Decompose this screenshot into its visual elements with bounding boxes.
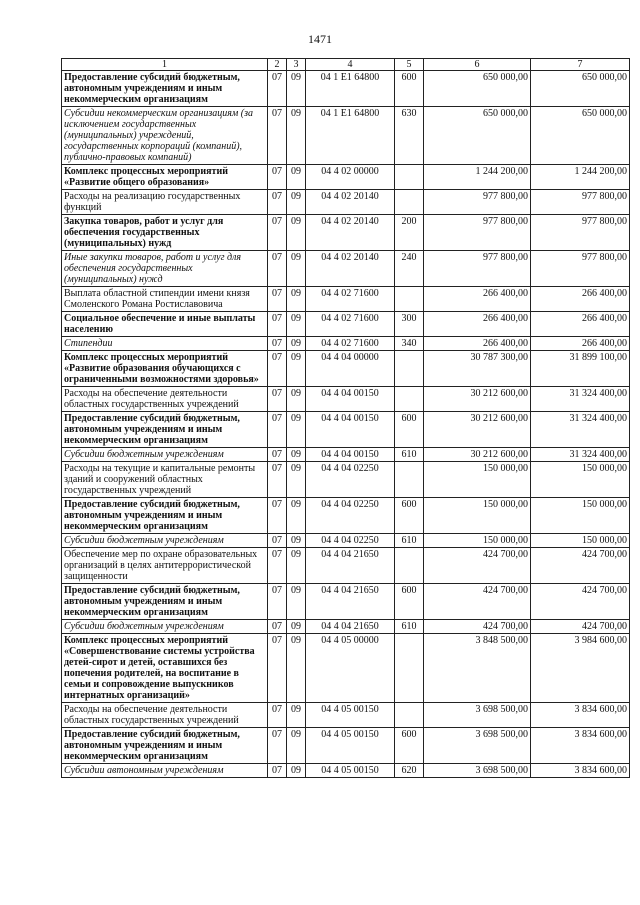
subsection-code-cell: 09	[287, 498, 306, 534]
row-name-cell: Комплекс процессных мероприятий «Развитие общего образования»	[62, 165, 268, 190]
row-name-cell: Предоставление субсидий бюджетным, автономным учреждениям и иным некоммерческим организациям	[62, 412, 268, 448]
target-article-cell: 04 4 05 00150	[306, 764, 395, 778]
table-row	[62, 351, 630, 387]
expense-type-cell: 340	[395, 337, 424, 351]
section-code-cell: 07	[268, 728, 287, 764]
amount-year2-cell: 977 800,00	[531, 251, 630, 287]
target-article-cell: 04 1 E1 64800	[306, 107, 395, 165]
expense-type-cell	[395, 634, 424, 703]
subsection-code-cell: 09	[287, 107, 306, 165]
row-name-cell: Субсидии некоммерческим организациям (за исключением государственных (муниципальных) учреждений, государственных корпораций (компаний), публично-правовых компаний)	[62, 107, 268, 165]
amount-year2-cell: 31 324 400,00	[531, 448, 630, 462]
table-row	[62, 462, 630, 498]
subsection-code-cell: 09	[287, 620, 306, 634]
amount-year1-cell: 150 000,00	[424, 498, 531, 534]
section-code-cell: 07	[268, 534, 287, 548]
header-cell: 7	[531, 59, 630, 71]
table-row	[62, 337, 630, 351]
amount-year2-cell: 266 400,00	[531, 287, 630, 312]
amount-year2-cell: 650 000,00	[531, 71, 630, 107]
target-article-cell: 04 4 04 00000	[306, 351, 395, 387]
subsection-code-cell: 09	[287, 165, 306, 190]
row-name-cell: Комплекс процессных мероприятий «Развитие образования обучающихся с ограниченными возможностями здоровья»	[62, 351, 268, 387]
amount-year2-cell: 150 000,00	[531, 498, 630, 534]
amount-year1-cell: 3 698 500,00	[424, 703, 531, 728]
amount-year1-cell: 650 000,00	[424, 107, 531, 165]
amount-year2-cell: 31 324 400,00	[531, 412, 630, 448]
amount-year1-cell: 3 698 500,00	[424, 728, 531, 764]
expense-type-cell: 300	[395, 312, 424, 337]
subsection-code-cell: 09	[287, 190, 306, 215]
row-name-cell: Расходы на реализацию государственных функций	[62, 190, 268, 215]
expense-type-cell	[395, 190, 424, 215]
amount-year2-cell: 31 324 400,00	[531, 387, 630, 412]
target-article-cell: 04 4 04 21650	[306, 584, 395, 620]
expense-type-cell	[395, 548, 424, 584]
section-code-cell: 07	[268, 71, 287, 107]
table-row	[62, 548, 630, 584]
expense-type-cell	[395, 703, 424, 728]
section-code-cell: 07	[268, 703, 287, 728]
row-name-cell: Выплата областной стипендии имени князя Смоленского Романа Ростиславовича	[62, 287, 268, 312]
row-name-cell: Закупка товаров, работ и услуг для обеспечения государственных (муниципальных) нужд	[62, 215, 268, 251]
row-name-cell: Социальное обеспечение и иные выплаты населению	[62, 312, 268, 337]
expense-type-cell	[395, 351, 424, 387]
target-article-cell: 04 4 04 02250	[306, 498, 395, 534]
subsection-code-cell: 09	[287, 337, 306, 351]
amount-year1-cell: 650 000,00	[424, 71, 531, 107]
header-cell: 2	[268, 59, 287, 71]
expense-type-cell	[395, 287, 424, 312]
amount-year2-cell: 650 000,00	[531, 107, 630, 165]
amount-year1-cell: 424 700,00	[424, 620, 531, 634]
section-code-cell: 07	[268, 337, 287, 351]
table-row	[62, 251, 630, 287]
target-article-cell: 04 4 04 21650	[306, 620, 395, 634]
amount-year2-cell: 3 984 600,00	[531, 634, 630, 703]
section-code-cell: 07	[268, 584, 287, 620]
row-name-cell: Субсидии бюджетным учреждениям	[62, 448, 268, 462]
section-code-cell: 07	[268, 448, 287, 462]
target-article-cell: 04 4 04 00150	[306, 448, 395, 462]
target-article-cell: 04 4 04 02250	[306, 534, 395, 548]
amount-year1-cell: 30 212 600,00	[424, 448, 531, 462]
amount-year1-cell: 30 212 600,00	[424, 387, 531, 412]
page-number: 1471	[308, 32, 332, 46]
table-row	[62, 412, 630, 448]
expense-type-cell: 200	[395, 215, 424, 251]
expense-type-cell: 620	[395, 764, 424, 778]
subsection-code-cell: 09	[287, 634, 306, 703]
header-cell: 1	[62, 59, 268, 71]
subsection-code-cell: 09	[287, 703, 306, 728]
amount-year1-cell: 977 800,00	[424, 251, 531, 287]
table-row	[62, 534, 630, 548]
subsection-code-cell: 09	[287, 71, 306, 107]
section-code-cell: 07	[268, 251, 287, 287]
amount-year1-cell: 3 698 500,00	[424, 764, 531, 778]
amount-year2-cell: 266 400,00	[531, 337, 630, 351]
row-name-cell: Предоставление субсидий бюджетным, автономным учреждениям и иным некоммерческим организациям	[62, 728, 268, 764]
subsection-code-cell: 09	[287, 412, 306, 448]
section-code-cell: 07	[268, 412, 287, 448]
amount-year1-cell: 30 212 600,00	[424, 412, 531, 448]
subsection-code-cell: 09	[287, 215, 306, 251]
table-row	[62, 387, 630, 412]
table-row	[62, 287, 630, 312]
subsection-code-cell: 09	[287, 534, 306, 548]
table-row	[62, 764, 630, 778]
expense-type-cell: 610	[395, 448, 424, 462]
expense-type-cell: 240	[395, 251, 424, 287]
target-article-cell: 04 4 02 71600	[306, 287, 395, 312]
table-row	[62, 215, 630, 251]
table-row	[62, 634, 630, 703]
target-article-cell: 04 4 02 71600	[306, 337, 395, 351]
expense-type-cell	[395, 462, 424, 498]
section-code-cell: 07	[268, 387, 287, 412]
target-article-cell: 04 4 02 20140	[306, 215, 395, 251]
row-name-cell: Иные закупки товаров, работ и услуг для обеспечения государственных (муниципальных) нужд	[62, 251, 268, 287]
header-cell: 6	[424, 59, 531, 71]
subsection-code-cell: 09	[287, 287, 306, 312]
section-code-cell: 07	[268, 165, 287, 190]
row-name-cell: Субсидии бюджетным учреждениям	[62, 534, 268, 548]
table-row	[62, 703, 630, 728]
expense-type-cell: 600	[395, 584, 424, 620]
amount-year1-cell: 266 400,00	[424, 312, 531, 337]
target-article-cell: 04 4 02 71600	[306, 312, 395, 337]
expense-type-cell: 610	[395, 534, 424, 548]
table-row	[62, 584, 630, 620]
amount-year2-cell: 3 834 600,00	[531, 703, 630, 728]
section-code-cell: 07	[268, 620, 287, 634]
subsection-code-cell: 09	[287, 728, 306, 764]
budget-table	[61, 58, 630, 778]
amount-year2-cell: 3 834 600,00	[531, 764, 630, 778]
target-article-cell: 04 4 05 00150	[306, 703, 395, 728]
table-row	[62, 165, 630, 190]
amount-year2-cell: 424 700,00	[531, 548, 630, 584]
section-code-cell: 07	[268, 351, 287, 387]
table-row	[62, 620, 630, 634]
amount-year1-cell: 266 400,00	[424, 287, 531, 312]
expense-type-cell: 600	[395, 728, 424, 764]
row-name-cell: Расходы на обеспечение деятельности областных государственных учреждений	[62, 387, 268, 412]
row-name-cell: Субсидии автономным учреждениям	[62, 764, 268, 778]
row-name-cell: Предоставление субсидий бюджетным, автономным учреждениям и иным некоммерческим организациям	[62, 498, 268, 534]
amount-year1-cell: 3 848 500,00	[424, 634, 531, 703]
subsection-code-cell: 09	[287, 462, 306, 498]
row-name-cell: Расходы на текущие и капитальные ремонты зданий и сооружений областных государственных учреждений	[62, 462, 268, 498]
section-code-cell: 07	[268, 190, 287, 215]
section-code-cell: 07	[268, 215, 287, 251]
table-row	[62, 498, 630, 534]
section-code-cell: 07	[268, 548, 287, 584]
row-name-cell: Предоставление субсидий бюджетным, автономным учреждениям и иным некоммерческим организациям	[62, 584, 268, 620]
table-row	[62, 71, 630, 107]
table-row	[62, 190, 630, 215]
header-cell: 5	[395, 59, 424, 71]
amount-year1-cell: 266 400,00	[424, 337, 531, 351]
target-article-cell: 04 4 05 00000	[306, 634, 395, 703]
subsection-code-cell: 09	[287, 548, 306, 584]
amount-year1-cell: 424 700,00	[424, 548, 531, 584]
header-cell: 4	[306, 59, 395, 71]
subsection-code-cell: 09	[287, 584, 306, 620]
amount-year1-cell: 977 800,00	[424, 190, 531, 215]
row-name-cell: Комплекс процессных мероприятий «Совершенствование системы устройства детей-сирот и детей, оставшихся без попечения родителей, на воспитание в семьи и сопровождение выпускников интернатных организаций»	[62, 634, 268, 703]
row-name-cell: Обеспечение мер по охране образовательных организаций в целях антитеррористической защищенности	[62, 548, 268, 584]
subsection-code-cell: 09	[287, 251, 306, 287]
amount-year1-cell: 1 244 200,00	[424, 165, 531, 190]
section-code-cell: 07	[268, 764, 287, 778]
expense-type-cell: 600	[395, 412, 424, 448]
target-article-cell: 04 4 02 00000	[306, 165, 395, 190]
table-row	[62, 312, 630, 337]
amount-year2-cell: 266 400,00	[531, 312, 630, 337]
amount-year2-cell: 150 000,00	[531, 534, 630, 548]
expense-type-cell: 610	[395, 620, 424, 634]
expense-type-cell	[395, 165, 424, 190]
row-name-cell: Предоставление субсидий бюджетным, автономным учреждениям и иным некоммерческим организациям	[62, 71, 268, 107]
table-row	[62, 448, 630, 462]
section-code-cell: 07	[268, 107, 287, 165]
target-article-cell: 04 4 05 00150	[306, 728, 395, 764]
expense-type-cell: 630	[395, 107, 424, 165]
expense-type-cell: 600	[395, 498, 424, 534]
section-code-cell: 07	[268, 498, 287, 534]
target-article-cell: 04 4 04 00150	[306, 387, 395, 412]
amount-year1-cell: 150 000,00	[424, 462, 531, 498]
section-code-cell: 07	[268, 634, 287, 703]
target-article-cell: 04 1 E1 64800	[306, 71, 395, 107]
subsection-code-cell: 09	[287, 351, 306, 387]
amount-year1-cell: 150 000,00	[424, 534, 531, 548]
row-name-cell: Стипендии	[62, 337, 268, 351]
amount-year2-cell: 424 700,00	[531, 584, 630, 620]
section-code-cell: 07	[268, 287, 287, 312]
amount-year2-cell: 424 700,00	[531, 620, 630, 634]
amount-year2-cell: 3 834 600,00	[531, 728, 630, 764]
table-header-row	[62, 59, 630, 71]
amount-year1-cell: 30 787 300,00	[424, 351, 531, 387]
subsection-code-cell: 09	[287, 312, 306, 337]
row-name-cell: Субсидии бюджетным учреждениям	[62, 620, 268, 634]
amount-year2-cell: 977 800,00	[531, 215, 630, 251]
amount-year1-cell: 977 800,00	[424, 215, 531, 251]
target-article-cell: 04 4 02 20140	[306, 251, 395, 287]
amount-year2-cell: 977 800,00	[531, 190, 630, 215]
header-cell: 3	[287, 59, 306, 71]
target-article-cell: 04 4 04 21650	[306, 548, 395, 584]
amount-year2-cell: 1 244 200,00	[531, 165, 630, 190]
expense-type-cell: 600	[395, 71, 424, 107]
row-name-cell: Расходы на обеспечение деятельности областных государственных учреждений	[62, 703, 268, 728]
subsection-code-cell: 09	[287, 764, 306, 778]
expense-type-cell	[395, 387, 424, 412]
target-article-cell: 04 4 02 20140	[306, 190, 395, 215]
subsection-code-cell: 09	[287, 387, 306, 412]
amount-year2-cell: 31 899 100,00	[531, 351, 630, 387]
subsection-code-cell: 09	[287, 448, 306, 462]
table-row	[62, 107, 630, 165]
target-article-cell: 04 4 04 00150	[306, 412, 395, 448]
section-code-cell: 07	[268, 312, 287, 337]
table-row	[62, 728, 630, 764]
amount-year1-cell: 424 700,00	[424, 584, 531, 620]
section-code-cell: 07	[268, 462, 287, 498]
amount-year2-cell: 150 000,00	[531, 462, 630, 498]
table-body	[62, 71, 630, 778]
target-article-cell: 04 4 04 02250	[306, 462, 395, 498]
